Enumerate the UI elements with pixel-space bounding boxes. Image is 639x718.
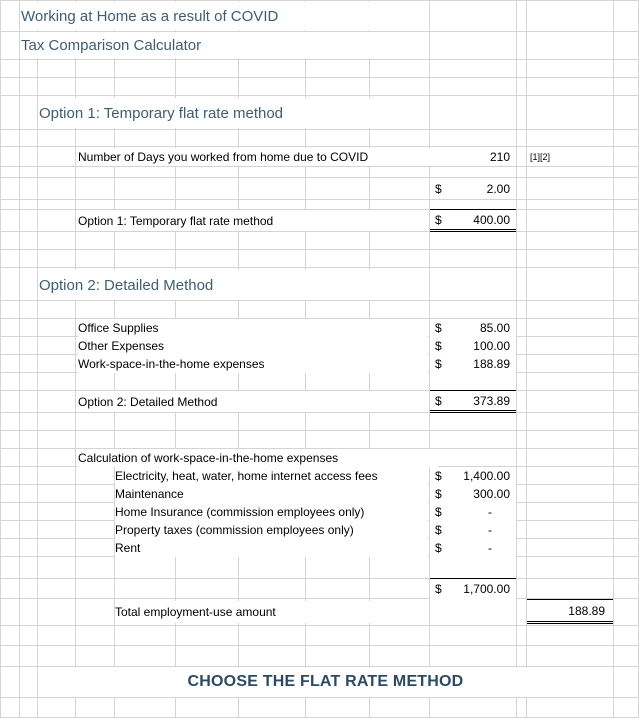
grid-row-line [0, 412, 639, 413]
currency-symbol: $ [435, 505, 442, 519]
grid-row-line [0, 249, 639, 250]
grid-row-line [0, 199, 639, 200]
option1-total-value: 400.00 [473, 212, 510, 227]
workspace-row-value: - [488, 541, 492, 555]
workspace-row-amount[interactable] [430, 467, 516, 485]
workspace-subtotal-value: 1,700.00 [463, 582, 510, 596]
grid-row-line [0, 166, 639, 167]
grid-row-line [0, 578, 639, 579]
grid-row-line [0, 146, 639, 147]
grid-row-line [0, 177, 639, 178]
workspace-subtotal-cell[interactable] [430, 578, 516, 599]
workspace-row-value: 300.00 [473, 487, 510, 501]
option2-heading: Option 2: Detailed Method [39, 270, 379, 300]
document-title-line-1: Working at Home as a result of COVID [21, 2, 371, 30]
grid-column-line [516, 0, 517, 718]
workspace-row-label: Home Insurance (commission employees only) [115, 503, 428, 521]
option2-total-label: Option 2: Detailed Method [78, 391, 428, 412]
option2-row-label: Other Expenses [78, 337, 428, 355]
grid-row-line [0, 430, 639, 431]
grid-row-line [0, 59, 639, 60]
currency-symbol: $ [435, 393, 442, 408]
conclusion-banner: CHOOSE THE FLAT RATE METHOD [38, 667, 613, 697]
option2-row-value: 85.00 [479, 321, 510, 335]
grid-row-line [0, 0, 639, 1]
workspace-row-label: Rent [115, 539, 428, 557]
option1-days-label: Number of Days you worked from home due to COVID [78, 148, 428, 166]
option2-total-value: 373.89 [473, 393, 510, 408]
employment-use-value[interactable]: 188.89 [527, 599, 613, 624]
workspace-row-amount[interactable] [430, 539, 516, 557]
currency-symbol: $ [435, 321, 442, 335]
grid-row-line [0, 697, 639, 698]
grid-row-line [0, 129, 639, 130]
currency-symbol: $ [435, 582, 442, 596]
option2-row-amount[interactable] [430, 355, 516, 373]
workspace-row-amount[interactable] [430, 485, 516, 503]
workspace-row-label: Property taxes (commission employees only) [115, 521, 428, 539]
option2-total-cell[interactable] [430, 390, 516, 413]
grid-row-line [0, 95, 639, 96]
grid-row-line [0, 645, 639, 646]
workspace-row-value: - [488, 523, 492, 537]
currency-symbol: $ [435, 523, 442, 537]
currency-symbol: $ [435, 487, 442, 501]
workspace-row-value: - [488, 505, 492, 519]
employment-use-label: Total employment-use amount [115, 601, 428, 623]
workspace-row-amount[interactable] [430, 503, 516, 521]
option1-days-value[interactable]: 210 [429, 148, 510, 166]
workspace-row-value: 1,400.00 [463, 469, 510, 483]
option1-total-cell[interactable] [430, 209, 516, 232]
workspace-heading: Calculation of work-space-in-the-home expenses [78, 449, 438, 467]
currency-symbol: $ [435, 469, 442, 483]
grid-row-line [0, 267, 639, 268]
currency-symbol: $ [435, 357, 442, 371]
option1-heading: Option 1: Temporary flat rate method [39, 98, 379, 128]
option2-row-label: Work-space-in-the-home expenses [78, 355, 428, 373]
option1-rate-value: 2.00 [486, 181, 510, 196]
grid-row-line [0, 231, 639, 232]
document-title-line-2: Tax Comparison Calculator [21, 32, 371, 58]
option1-rate-cell[interactable] [430, 178, 516, 199]
option2-row-label: Office Supplies [78, 319, 428, 337]
workspace-row-label: Maintenance [115, 485, 428, 503]
workspace-row-label: Electricity, heat, water, home internet access fees [115, 467, 428, 485]
currency-symbol: $ [435, 339, 442, 353]
option1-days-footnote: [1][2] [530, 148, 610, 166]
grid-row-line [0, 300, 639, 301]
option2-row-amount[interactable] [430, 337, 516, 355]
currency-symbol: $ [435, 181, 442, 196]
option2-row-value: 100.00 [473, 339, 510, 353]
currency-symbol: $ [435, 541, 442, 555]
option1-total-label: Option 1: Temporary flat rate method [78, 210, 428, 231]
grid-column-line [613, 0, 614, 718]
grid-column-line [19, 0, 20, 718]
grid-column-line [0, 0, 1, 718]
grid-row-line [0, 77, 639, 78]
option2-row-amount[interactable] [430, 319, 516, 337]
grid-column-line [37, 0, 38, 718]
grid-row-line [0, 625, 639, 626]
option2-row-value: 188.89 [473, 357, 510, 371]
workspace-row-amount[interactable] [430, 521, 516, 539]
currency-symbol: $ [435, 212, 442, 227]
